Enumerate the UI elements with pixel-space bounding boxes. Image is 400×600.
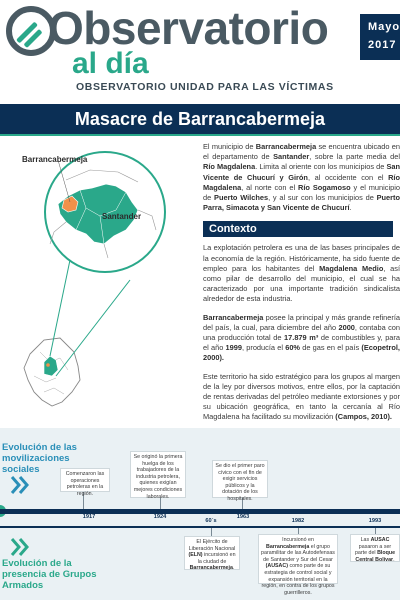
map-label-city: Barrancabermeja bbox=[22, 155, 88, 164]
timeline-title-social: Evolución de las movilizaciones sociales bbox=[2, 442, 77, 475]
publication-title: Observatorio bbox=[48, 2, 329, 54]
chevron-right-icon bbox=[10, 536, 30, 558]
intro-paragraph: El municipio de Barrancabermeja se encuentra ubicado en el departamento de Santander, sobre la parte media del Río Magdalena. Limita al oriente con los municipios de San Vicente de Chucurí y Girón, al occidente con el Río Magdalena, al norte con el Río Sogamoso y el municipio de Puerto Wilches, y al sur con los municipios de Puerto Parra, Simacota y San Vicente de Chucurí. bbox=[203, 142, 400, 213]
publication-tagline: OBSERVATORIO UNIDAD PARA LAS VÍCTIMAS bbox=[76, 81, 334, 93]
timeline-event-bottom: Las AUSAC pasaron a ser parte del Bloque Central Bolívar. bbox=[350, 534, 400, 562]
article-title: Masacre de Barrancabermeja bbox=[74, 109, 326, 129]
timeline-event-top: Se dio el primer paro cívico con el fin de exigir servicios públicos y la dotación de los hospitales. bbox=[212, 460, 268, 498]
timeline-year: 1924 bbox=[153, 514, 167, 520]
header bbox=[0, 0, 400, 100]
timeline-event-bottom: El Ejército de Liberación Nacional (ELN) incursionó en la ciudad de Barrancabermeja. bbox=[184, 536, 240, 570]
banner-divider bbox=[0, 134, 400, 136]
timeline-tick bbox=[211, 528, 212, 536]
article-title-banner bbox=[0, 104, 400, 134]
issue-year: 2017 bbox=[368, 39, 397, 51]
callout-line bbox=[56, 280, 130, 376]
timeline-year: 1917 bbox=[82, 514, 96, 520]
location-map bbox=[0, 140, 205, 410]
timeline-axis-top bbox=[0, 509, 400, 514]
timeline-title-armed-groups: Evolución de la presencia de Grupos Armados bbox=[2, 558, 97, 591]
timeline-event-bottom: Incursionó en Barrancabermeja el grupo paramilitar de las Autodefensas de Santander y Sur del Cesar (AUSAC) como parte de su estrategia de control social y expansión territorial en la región, en contra de los grupos guerrilleros. bbox=[258, 534, 338, 584]
timeline-year: 1993 bbox=[368, 518, 382, 524]
issue-date-badge bbox=[360, 14, 400, 60]
article-body bbox=[203, 142, 400, 431]
publication-subtitle: al día bbox=[72, 47, 149, 80]
city-marker-mini bbox=[46, 363, 50, 367]
strategic-paragraph: Este territorio ha sido estratégico para los grupos al margen de la ley por diversos motivos, entre ellos, por la captación de rentas derivadas del petróleo mediante extorsiones y por su ubicación geográfica, en tanto la cercanía al Río Magdalena ha facilitado su movilización (Campos, 2010). bbox=[203, 371, 400, 422]
chevron-right-icon bbox=[10, 474, 30, 496]
map-label-department: Santander bbox=[102, 212, 142, 221]
timeline-year: 1982 bbox=[291, 518, 305, 524]
context-paragraph: La explotación petrolera es una de las bases principales de la economía de la región. Históricamente, ha sido fuente de empleo para los habitantes del Magdalena Medio, así como pilar de desarrollo del municipio, el cual se ha caracterizado por una importante tradición sindicalista alrededor de esta industria. bbox=[203, 243, 400, 304]
timeline-event-top: Comenzaron las operaciones petroleras en la región. bbox=[60, 468, 110, 492]
refinery-paragraph: Barrancabermeja posee la principal y más grande refinería del país, la cual, para diciembre del año 2000, contaba con una producción total de 17.879 m³ de combustibles y, para el año 1999, producía el 60% de gas en el país (Ecopetrol, 2000). bbox=[203, 312, 400, 363]
timeline-axis-bottom bbox=[0, 526, 400, 528]
timeline-year: 1963 bbox=[236, 514, 250, 520]
issue-month: Mayo bbox=[368, 21, 400, 33]
timeline-event-top: Se originó la primera huelga de los trabajadores de la industria petrolera, quienes exigían mejores condiciones laborales. bbox=[130, 451, 186, 498]
timeline-year: 60´s bbox=[205, 518, 217, 524]
context-heading: Contexto bbox=[203, 221, 393, 237]
